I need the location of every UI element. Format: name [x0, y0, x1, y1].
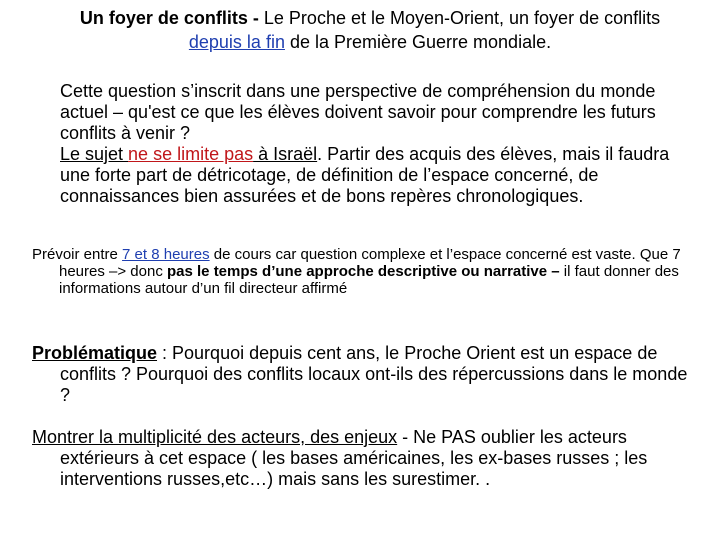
subject-text: . Partir des acquis des élèves, mais il faudra une forte part de détricotage, de définition de l’espace concerné, de connaissances bien assurées et de bons repères chronologiques. [60, 144, 670, 206]
duration-bold: pas le temps d’une approche descriptive ou narrative – [167, 263, 560, 280]
problematique-label: Problématique [32, 343, 158, 363]
duration-text-3: il faut donner des informations autour d’un fil directeur affirmé [59, 263, 679, 297]
subject-red-link[interactable]: ne se limite pas [128, 144, 254, 164]
slide-title [60, 6, 680, 54]
paragraph-problematique [32, 343, 692, 406]
problematique-text: : Pourquoi depuis cent ans, le Proche Orient est un espace de conflits ? Pourquoi des conflits locaux ont-ils des répercussions dans le monde ? [60, 343, 688, 405]
context-sentence: Cette question s’inscrit dans une perspective de compréhension du monde actuel – qu'est ce que les élèves doivent savoir pour comprendre les futurs conflits à venir ? [60, 81, 656, 143]
title-bold: Un foyer de conflits - [79, 8, 264, 28]
acteurs-label: Montrer la multiplicité des acteurs, des enjeux [32, 427, 398, 447]
title-text-end: de la Première Guerre mondiale. [284, 32, 552, 52]
acteurs-text: - Ne PAS oublier les acteurs extérieurs à cet espace ( les bases américaines, les ex-bases russes ; les interventions russes,etc…) mais sans les surestimer. . [60, 427, 648, 489]
subject-underlined-end: à Israël [253, 144, 318, 164]
paragraph-acteurs [32, 427, 692, 490]
duration-link[interactable]: 7 et 8 heures [122, 246, 210, 263]
paragraph-context [60, 81, 690, 207]
title-text: Le Proche et le Moyen-Orient, un foyer de conflits [263, 8, 661, 28]
subject-underlined-start: Le sujet [60, 144, 129, 164]
title-link[interactable]: depuis la fin [188, 32, 285, 52]
duration-text-1: Prévoir entre [32, 246, 123, 263]
duration-text-2: de cours car question complexe et l’espace concerné est vaste. Que 7 heures –> donc [59, 246, 681, 280]
paragraph-duration [32, 246, 687, 297]
